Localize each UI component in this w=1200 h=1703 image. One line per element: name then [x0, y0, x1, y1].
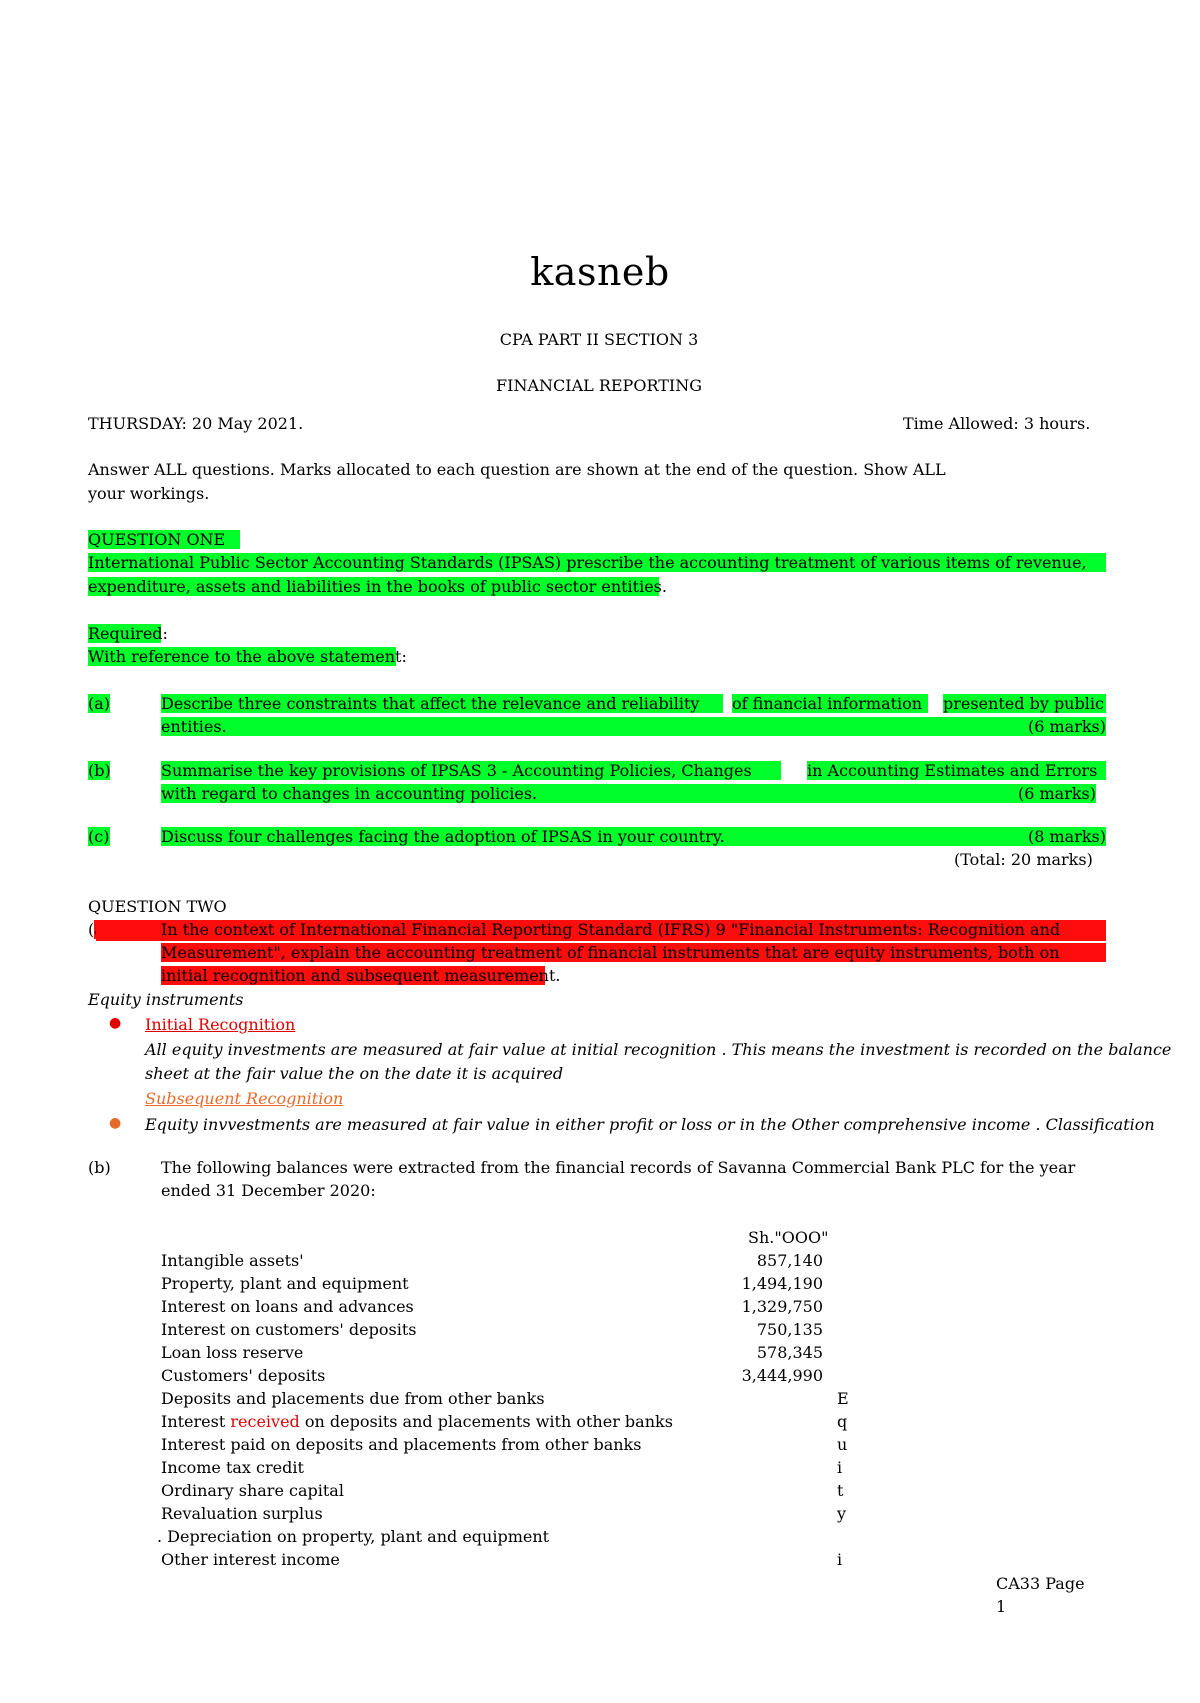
equity-letter: i: [837, 1458, 843, 1477]
balance-label-depreciation: . Depreciation on property, plant and equipment: [157, 1527, 550, 1546]
q2-b-label: (b): [88, 1158, 111, 1177]
instructions-line-1: Answer ALL questions. Marks allocated to each question are shown at the end of the question. Show ALL: [88, 460, 946, 479]
q1-a-line-1: Describe three constraints that affect the relevance and reliability: [161, 694, 723, 713]
q1-b-line-1b: in Accounting Estimates and Errors: [807, 761, 1106, 780]
q1-a-marks: (6 marks): [1027, 717, 1106, 736]
q1-heading: QUESTION ONE: [88, 530, 240, 549]
q1-a-label: (a): [88, 694, 111, 713]
q2-a-line-3: initial recognition and subsequent measurement.: [161, 966, 561, 985]
balance-label: Loan loss reserve: [161, 1343, 304, 1362]
instructions-line-2: your workings.: [88, 484, 210, 503]
balance-label: Interest on loans and advances: [161, 1297, 414, 1316]
equity-letter: u: [837, 1435, 848, 1454]
balance-label-revaluation: Revaluation surplus: [161, 1504, 323, 1523]
q1-a-line-1b: of financial information: [732, 694, 928, 713]
q2-a-line-2: Measurement", explain the accounting treatment of financial instruments that are equity instruments, both on: [161, 943, 1106, 962]
balance-label: Intangible assets': [161, 1251, 304, 1270]
q1-b-line-2: [161, 784, 1096, 803]
equity-letter: t: [837, 1481, 844, 1500]
q1-c-line-1-text: Discuss four challenges facing the adoption of IPSAS in your country.: [161, 827, 725, 846]
balance-value: 857,140: [756, 1251, 823, 1270]
balance-label-interest-received: [161, 1412, 673, 1431]
q1-b-marks: (6 marks): [1017, 784, 1096, 803]
q1-a-line-2-text: entities.: [161, 717, 227, 736]
balance-label: Customers' deposits: [161, 1366, 326, 1385]
q2-a-line-1: In the context of International Financial Reporting Standard (IFRS) 9 "Financial Instruments: Recognition and: [161, 920, 1061, 939]
footer-code: CA33 Page: [996, 1574, 1085, 1593]
bullet-orange: ●: [109, 1115, 122, 1131]
exam-date: THURSDAY: 20 May 2021.: [88, 414, 304, 433]
time-allowed: Time Allowed: 3 hours.: [903, 414, 1091, 433]
balance-value: 1,329,750: [741, 1297, 823, 1316]
initial-recognition-line-2: sheet at the fair value the on the date it is acquired: [145, 1064, 564, 1083]
balance-label-other-interest: Other interest income: [161, 1550, 340, 1569]
balance-label-ordinary-share: Ordinary share capital: [161, 1481, 344, 1500]
interest-received-word: received: [230, 1412, 300, 1431]
q2-heading: QUESTION TWO: [88, 897, 227, 916]
subsequent-recognition-heading: Subsequent Recognition: [145, 1089, 344, 1108]
interest-suffix: on deposits and placements with other banks: [299, 1412, 673, 1431]
q1-total: (Total: 20 marks): [954, 850, 1093, 869]
balance-value: 3,444,990: [741, 1366, 823, 1385]
equity-letter: E: [837, 1389, 849, 1408]
q1-intro-line-1: International Public Sector Accounting Standards (IPSAS) prescribe the accounting treatment of various items of revenue,: [88, 553, 1106, 572]
balance-value: 1,494,190: [741, 1274, 823, 1293]
balance-label-interest-paid: Interest paid on deposits and placements from other banks: [161, 1435, 642, 1454]
subsequent-recognition-line-1: Equity invvestments are measured at fair value in either profit or loss or in the Other comprehensive income . Classification: [145, 1115, 1155, 1134]
balance-label: Property, plant and equipment: [161, 1274, 409, 1293]
q1-a-line-1c: presented by public: [943, 694, 1106, 713]
q2-b-line-2: ended 31 December 2020:: [161, 1181, 376, 1200]
balance-value: 750,135: [756, 1320, 823, 1339]
equity-letter: q: [837, 1412, 848, 1431]
paper-title: FINANCIAL REPORTING: [496, 376, 702, 395]
equity-letter: i: [837, 1550, 843, 1569]
equity-letter: y: [837, 1504, 847, 1523]
balance-label-income-tax: Income tax credit: [161, 1458, 304, 1477]
org-title: kasneb: [530, 250, 670, 294]
q1-intro-line-2: expenditure, assets and liabilities in the books of public sector entities.: [88, 577, 667, 596]
q1-c-line-1: [161, 827, 1106, 846]
q1-c-label: (c): [88, 827, 110, 846]
balance-label: Interest on customers' deposits: [161, 1320, 417, 1339]
q1-b-line-1: Summarise the key provisions of IPSAS 3 - Accounting Policies, Changes: [161, 761, 781, 780]
exam-name: CPA PART II SECTION 3: [499, 330, 699, 349]
initial-recognition-line-1: All equity investments are measured at fair value at initial recognition . This means the investment is recorded on the balance: [145, 1040, 1172, 1059]
q2-b-line-1: The following balances were extracted from the financial records of Savanna Commercial Bank PLC for the year: [161, 1158, 1076, 1177]
q1-required: Required:: [88, 624, 168, 643]
q1-a-line-2: [161, 717, 1106, 736]
q1-b-label: (b): [88, 761, 111, 780]
q1-with-reference: With reference to the above statement:: [88, 647, 407, 666]
bullet-red: ●: [109, 1015, 122, 1031]
q1-b-line-2-text: with regard to changes in accounting policies.: [161, 784, 538, 803]
initial-recognition-heading: Initial Recognition: [145, 1015, 296, 1034]
q2-a-label-open: (: [88, 920, 95, 939]
equity-instruments-heading: Equity instruments: [88, 990, 244, 1009]
interest-prefix: Interest: [161, 1412, 231, 1431]
balance-value: 578,345: [756, 1343, 823, 1362]
currency-header: Sh."OOO": [748, 1228, 829, 1247]
footer-page-number: 1: [996, 1597, 1007, 1616]
balance-label-deposits-due: Deposits and placements due from other banks: [161, 1389, 545, 1408]
q1-c-marks: (8 marks): [1027, 827, 1106, 846]
